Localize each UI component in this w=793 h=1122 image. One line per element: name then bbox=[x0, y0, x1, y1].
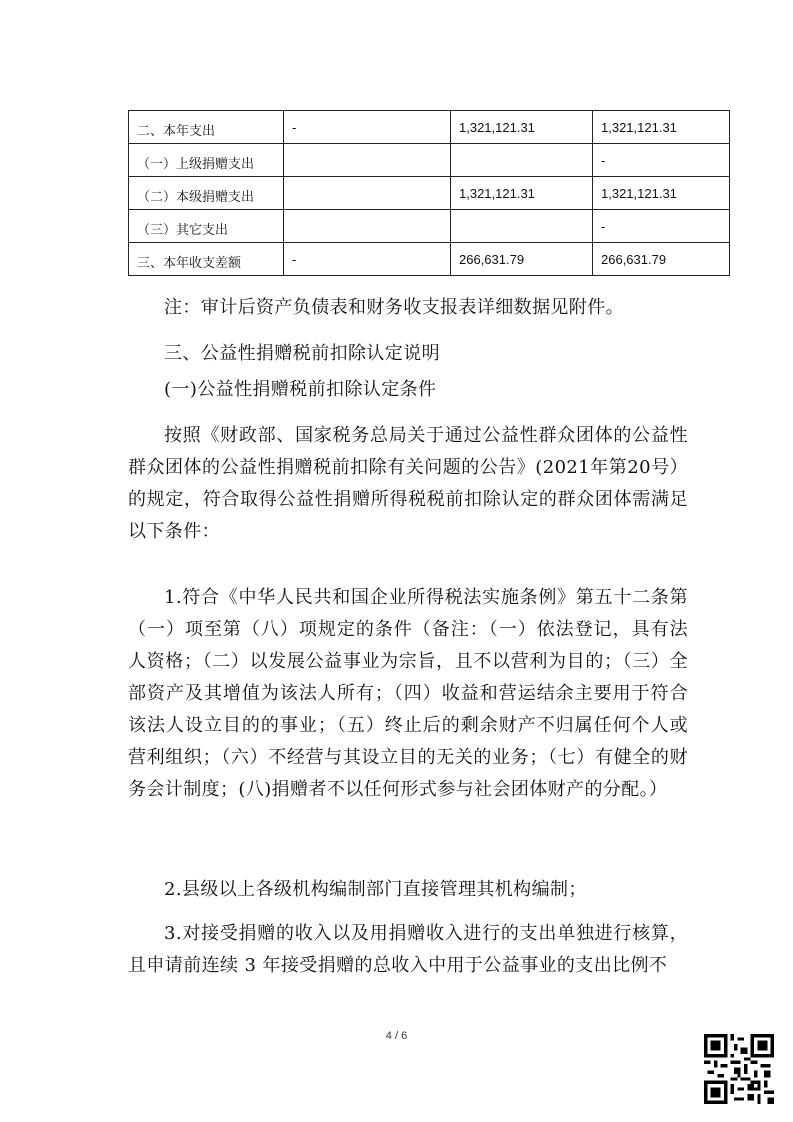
cell: - bbox=[593, 144, 730, 177]
cell: - bbox=[284, 243, 451, 276]
cell bbox=[451, 210, 593, 243]
table-row bbox=[129, 144, 730, 177]
cell bbox=[284, 177, 451, 210]
qr-code-icon bbox=[704, 1034, 774, 1104]
table-note: 注：审计后资产负债表和财务收支报表详细数据见附件。 bbox=[164, 297, 624, 318]
cell bbox=[284, 144, 451, 177]
cell: 266,631.79 bbox=[451, 243, 593, 276]
cell: 1,321,121.31 bbox=[593, 111, 730, 144]
cell: 1,321,121.31 bbox=[593, 177, 730, 210]
section-heading: 三、公益性捐赠税前扣除认定说明 bbox=[164, 343, 440, 364]
paragraph-condition-1: 1.符合《中华人民共和国企业所得税法实施条例》第五十二条第（一）项至第（八）项规定的条件（备注：（一）依法登记，具有法人资格；（二）以发展公益事业为宗旨，且不以营利为目的；（三）全部资产及其增值为该法人所有；（四）收益和营运结余主要用于符合该法人设立目的的事业；（五）终止后的剩余财产不归属任何个人或营利组织；（六）不经营与其设立目的无关的业务；（七）有健全的财务会计制度；(八)捐赠者不以任何形式参与社会团体财产的分配。） bbox=[128, 587, 688, 800]
cell: - bbox=[284, 111, 451, 144]
paragraph-condition-3: 3.对接受捐赠的收入以及用捐赠收入进行的支出单独进行核算，且申请前连续 3 年接受捐赠的总收入中用于公益事业的支出比例不 bbox=[128, 923, 688, 976]
cell: - bbox=[593, 210, 730, 243]
table-row bbox=[129, 243, 730, 276]
paragraph-condition-2: 2.县级以上各级机构编制部门直接管理其机构编制； bbox=[164, 879, 587, 900]
cell: 1,321,121.31 bbox=[451, 177, 593, 210]
paragraph-basis: 按照《财政部、国家税务总局关于通过公益性群众团体的公益性群众团体的公益性捐赠税前扣除有关问题的公告》(2021年第20号）的规定，符合取得公益性捐赠所得税税前扣除认定的群众团体需满足以下条件： bbox=[128, 425, 688, 542]
row-label: 二、本年支出 bbox=[129, 111, 284, 144]
cell: 266,631.79 bbox=[593, 243, 730, 276]
subsection-heading: (一)公益性捐赠税前扣除认定条件 bbox=[164, 379, 437, 400]
row-label: （三）其它支出 bbox=[129, 210, 284, 243]
cell: 1,321,121.31 bbox=[451, 111, 593, 144]
row-label: （一）上级捐赠支出 bbox=[129, 144, 284, 177]
cell bbox=[284, 210, 451, 243]
table-row bbox=[129, 177, 730, 210]
cell bbox=[451, 144, 593, 177]
page-number: 4 / 6 bbox=[385, 1030, 408, 1042]
financial-table bbox=[128, 110, 730, 276]
table-row bbox=[129, 210, 730, 243]
row-label: （二）本级捐赠支出 bbox=[129, 177, 284, 210]
row-label: 三、本年收支差额 bbox=[129, 243, 284, 276]
table-row bbox=[129, 111, 730, 144]
